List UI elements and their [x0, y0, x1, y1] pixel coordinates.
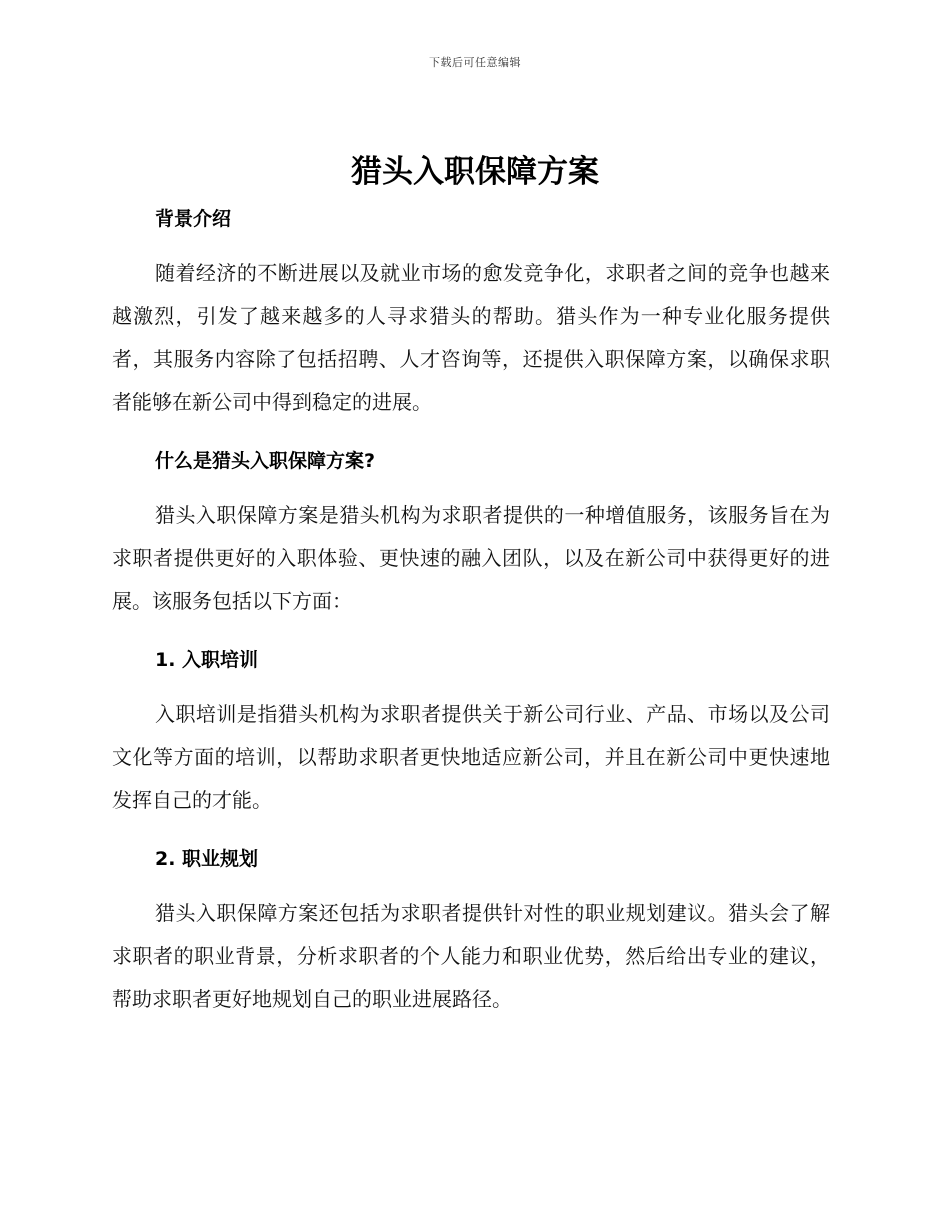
section-heading-career-planning: 2. 职业规划 [155, 848, 259, 870]
section-heading-onboarding-training: 1. 入职培训 [155, 649, 259, 671]
section-paragraph-career-planning: 猎头入职保障方案还包括为求职者提供针对性的职业规划建议。猎头会了解求职者的职业背景，分析求职者的个人能力和职业优势，然后给出专业的建议，帮助求职者更好地规划自己的职业进展路径。 [112, 901, 830, 1011]
section-paragraph-onboarding-training: 入职培训是指猎头机构为求职者提供关于新公司行业、产品、市场以及公司文化等方面的培训，以帮助求职者更快地适应新公司，并且在新公司中更快速地发挥自己的才能。 [112, 702, 830, 812]
header-note: 下载后可任意编辑 [429, 56, 521, 69]
document-title: 猎头入职保障方案 [351, 154, 599, 190]
section-paragraph-background: 随着经济的不断进展以及就业市场的愈发竞争化，求职者之间的竞争也越来越激烈，引发了越来越多的人寻求猎头的帮助。猎头作为一种专业化服务提供者，其服务内容除了包括招聘、人才咨询等，还提供入职保障方案，以确保求职者能够在新公司中得到稳定的进展。 [112, 261, 830, 414]
document-body [112, 204, 830, 1021]
section-paragraph-what-is: 猎头入职保障方案是猎头机构为求职者提供的一种增值服务，该服务旨在为求职者提供更好的入职体验、更快速的融入团队，以及在新公司中获得更好的进展。该服务包括以下方面： [112, 503, 830, 613]
section-heading-what-is: 什么是猎头入职保障方案? [155, 450, 376, 472]
section-heading-background: 背景介绍 [155, 208, 232, 230]
